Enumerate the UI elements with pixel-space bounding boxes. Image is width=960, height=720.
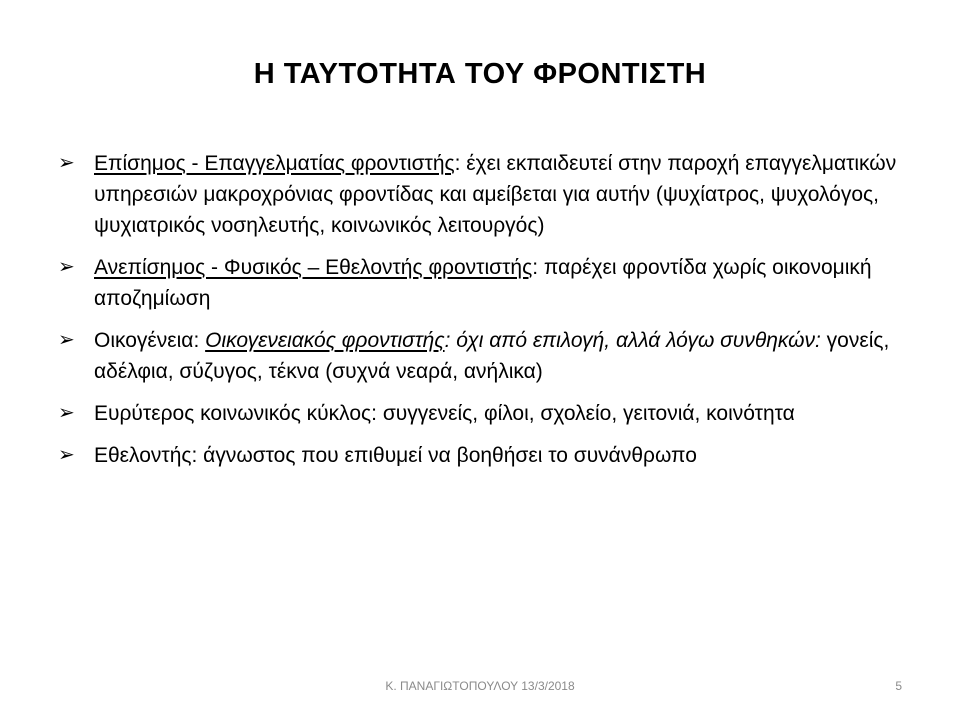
bullet-text: Εθελοντής: άγνωστος που επιθυμεί να βοηθήσει το συνάνθρωπο xyxy=(94,444,697,467)
bullet-item xyxy=(58,148,918,241)
bullet-text: Ευρύτερος κοινωνικός κύκλος: συγγενείς, φίλοι, σχολείο, γειτονιά, κοινότητα xyxy=(94,402,795,425)
bullet-text: : παρέχει φροντίδα χωρίς οικονομική αποζημίωση xyxy=(94,256,872,310)
page-number: 5 xyxy=(895,679,902,693)
bullet-lead: Οικογένεια: xyxy=(94,329,206,352)
bullet-item xyxy=(58,440,918,471)
arrow-bullet-icon: ➢ xyxy=(58,402,75,424)
arrow-bullet-icon: ➢ xyxy=(58,444,75,466)
bullet-text: γονείς, αδέλφια, σύζυγος, τέκνα (συχνά νεαρά, ανήλικα) xyxy=(94,329,890,383)
arrow-bullet-icon: ➢ xyxy=(58,329,75,351)
bullet-italic-text: : όχι από επιλογή, αλλά λόγω συνθηκών: xyxy=(444,329,821,352)
arrow-bullet-icon: ➢ xyxy=(58,152,75,174)
bullet-list xyxy=(58,148,918,482)
bullet-item xyxy=(58,252,918,314)
slide-title: Η ΤΑΥΤΟΤΗΤΑ ΤΟΥ ΦΡΟΝΤΙΣΤΗ xyxy=(253,58,707,90)
term-formal-caregiver: Επίσημος - Επαγγελματίας φροντιστής xyxy=(94,152,455,175)
bullet-text: : έχει εκπαιδευτεί στην παροχή επαγγελματικών υπηρεσιών μακροχρόνιας φροντίδας και αμείβεται για αυτήν (ψυχίατρος, ψυχολόγος, ψυχιατρικός νοσηλευτής, κοινωνικός λειτουργός) xyxy=(94,152,897,237)
term-informal-caregiver: Ανεπίσημος - Φυσικός – Εθελοντής φροντιστής xyxy=(94,256,533,279)
term-family-caregiver: Οικογενειακός φροντιστής xyxy=(205,329,445,352)
bullet-item xyxy=(58,325,918,387)
bullet-item xyxy=(58,398,918,429)
slide-footer: Κ. ΠΑΝΑΓΙΩΤΟΠΟΥΛΟΥ 13/3/2018 xyxy=(385,679,575,693)
arrow-bullet-icon: ➢ xyxy=(58,256,75,278)
